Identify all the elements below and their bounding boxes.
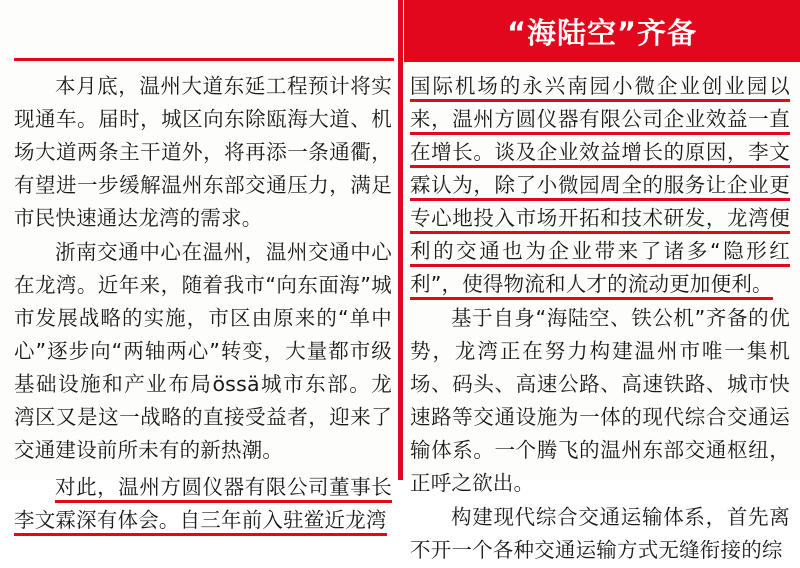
underlined-text: 国际机场的永兴南园小微企业创业园以来，温州方圆仪器有限公司企业效益一直在增长。谈及企业效益增长的原因，李文霖认为，除了小微园周全的服务让企业更专心地投入市场开拓和技术研发，龙湾便利的交通也为企业带来了诸多“隐形红利”，使得物流和人才的流动更加便利。 [410,74,790,300]
left-column [14,70,392,538]
right-column [410,70,790,568]
paragraph: 本月底，温州大道东延工程预计将实现通车。届时，城区向东除瓯海大道、机场大道两条主干道外，将再添一条通衢，有望进一步缓解温州东部交通压力，满足市民快速通达龙湾的需求。 [14,74,392,230]
paragraph-underlined [410,70,790,301]
underlined-text: 对此，温州方圆仪器有限公司董事长李文霖深有体会。自三年前入驻鲎近龙湾 [14,475,392,536]
page-title: “海陆空”齐备 [506,15,698,50]
paragraph: 构建现代综合交通运输体系，首先离不开一个各种交通运输方式无缝衔接的综 [410,505,790,562]
paragraph-underlined [14,471,392,537]
paragraph: 基于自身“海陆空、铁公机”齐备的优势，龙湾正在努力构建温州市唯一集机场、码头、高速公路、高速铁路、城市快速路等交通设施为一体的现代综合交通运输体系。一个腾飞的温州东部交通枢纽，正呼之欲出。 [410,306,790,495]
paragraph: 浙南交通中心在温州，温州交通中心在龙湾。近年来，随着我市“向东面海”城市发展战略的实施，市区由原来的“单中心”逐步向“两轴两心”转变，大量都市级基础设施和产业布局össä城市东部。龙湾区又是这一战略的直接受益者，迎来了交通建设前所未有的新热潮。 [14,240,392,462]
